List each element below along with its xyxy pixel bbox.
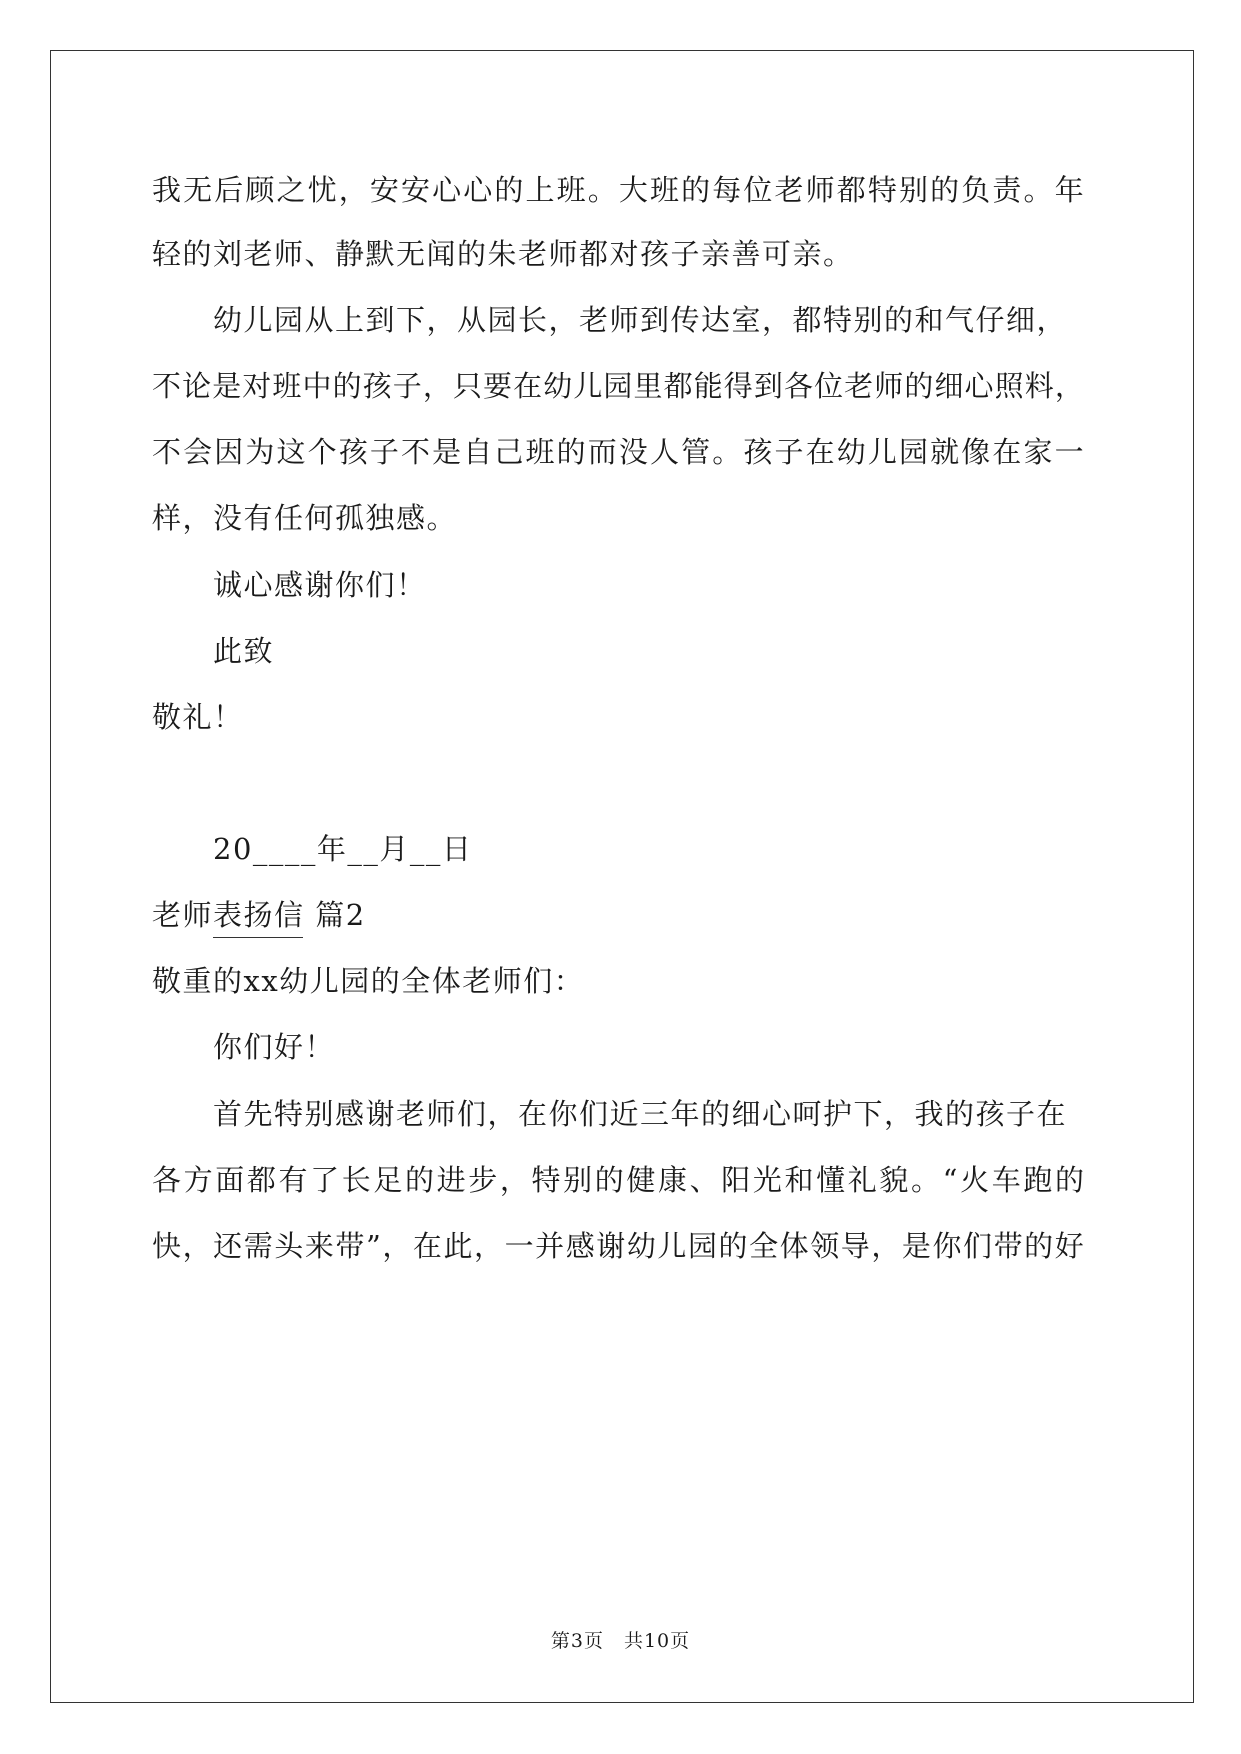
body-line-5: 不 会 因 为 这 个 孩 子 不 是 自 己 班 的 而 没 人 管 。 孩 子 在 幼 儿 园 就 像 在 家 一 (152, 435, 1084, 469)
date-line: 20____年__月__日 (213, 832, 473, 866)
body-line-1: 我 无 后 顾 之 忧 ， 安 安 心 心 的 上 班 。 大 班 的 每 位 老 师 都 特 别 的 负 责 。 年 (152, 173, 1084, 207)
page-border (50, 50, 1194, 1703)
body-line-14: 首先特别感谢老师们，在你们近三年的细心呵护下，我的孩子在 (213, 1097, 1068, 1131)
greeting: 你们好！ (213, 1030, 336, 1064)
body-line-6: 样，没有任何孤独感。 (152, 501, 458, 535)
signature-line (213, 937, 303, 938)
salutation: 敬重的xx幼儿园的全体老师们： (152, 964, 585, 998)
closing-jingli: 敬礼！ (152, 700, 244, 734)
section-title: 老师表扬信 篇2 (152, 898, 366, 932)
body-line-2: 轻的刘老师、静默无闻的朱老师都对孩子亲善可亲。 (152, 237, 854, 271)
body-line-15: 各 方 面 都 有 了 长 足 的 进 步 ， 特 别 的 健 康 、 阳 光 和 懂 礼 貌 。 “ 火 车 跑 的 (152, 1163, 1084, 1197)
closing-cizhi: 此致 (213, 634, 275, 668)
page-number-footer: 第3页 共10页 (550, 1630, 691, 1652)
body-line-4: 不 论 是 对 班 中 的 孩 子 ， 只 要 在 幼 儿 园 里 都 能 得 到 各 位 老 师 的 细 心 照 料 ， (152, 369, 1084, 403)
body-line-16: 快 ， 还 需 头 来 带 ” ， 在 此 ， 一 并 感 谢 幼 儿 园 的 全 体 领 导 ， 是 你 们 带 的 好 (152, 1229, 1084, 1263)
closing-thanks: 诚心感谢你们！ (213, 568, 427, 602)
body-line-3: 幼儿园从上到下，从园长，老师到传达室，都特别的和气仔细， (213, 303, 1068, 337)
